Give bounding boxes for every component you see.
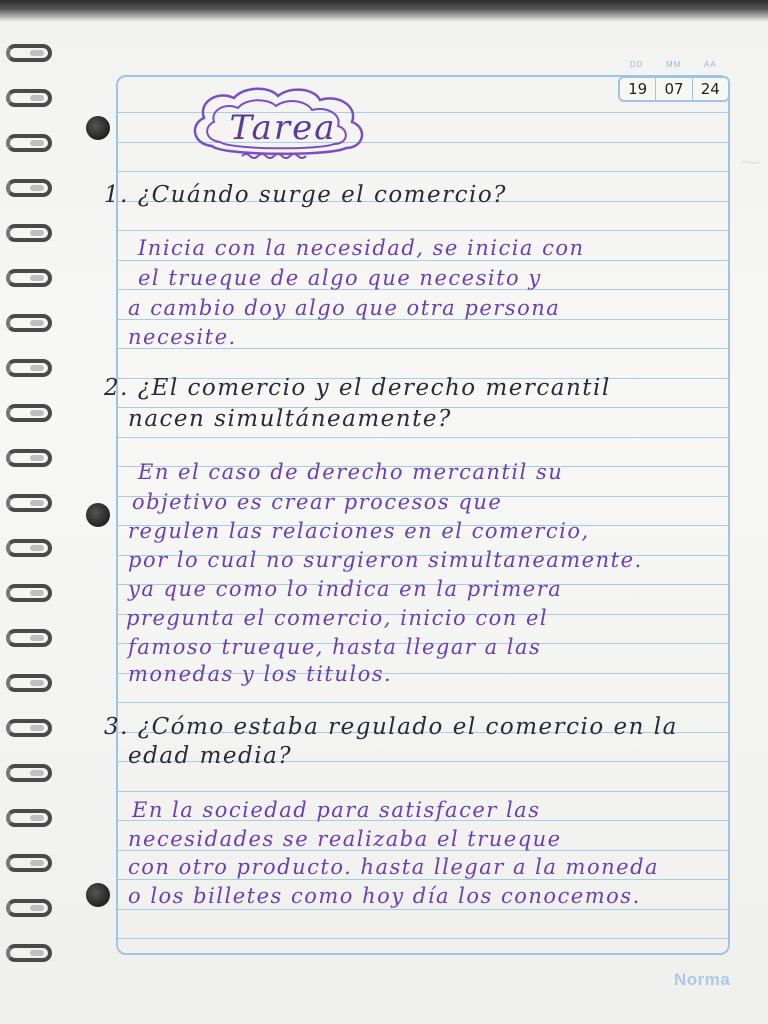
ruled-line [118,909,728,910]
spiral-ring [6,809,52,827]
answer-2-line-5: ya que como lo indica en la primera [128,577,563,601]
ruled-line [118,879,728,880]
answer-3-line-3: con otro producto. hasta llegar a la moneda [128,855,660,879]
date-box [618,76,730,102]
spiral-ring [6,584,52,602]
date-year: 24 [700,80,720,98]
page-title: Tarea [229,108,337,148]
spiral-ring [6,539,52,557]
date-header-year: AA [704,60,717,69]
title-cloud [182,84,374,166]
question-2-line-2: nacen simultáneamente? [128,406,452,432]
punch-hole [86,503,110,527]
question-1: 1. ¿Cuándo surge el comercio? [104,182,507,208]
date-header-day: DD [630,60,644,69]
spiral-ring [6,449,52,467]
ruled-line [118,437,728,438]
spiral-ring [6,944,52,962]
answer-3-line-1: En la sociedad para satisfacer las [132,798,541,822]
spiral-ring [6,899,52,917]
spiral-ring [6,854,52,872]
spiral-ring [6,179,52,197]
punch-hole [86,883,110,907]
show-through-texture: ⁓ [740,150,761,174]
spiral-ring [6,494,52,512]
spiral-ring [6,764,52,782]
answer-2-line-3: regulen las relaciones en el comercio, [128,519,590,543]
spiral-ring [6,674,52,692]
answer-3-line-2: necesidades se realizaba el trueque [128,827,562,851]
ruled-line [118,260,728,261]
spiral-ring [6,134,52,152]
date-header-month: MM [666,60,682,69]
answer-1-line-1: Inicia con la necesidad, se inicia con [138,236,585,260]
answer-1-line-3: a cambio doy algo que otra persona [128,296,561,320]
answer-2-line-1: En el caso de derecho mercantil su [138,460,564,484]
spiral-ring [6,314,52,332]
spiral-ring [6,359,52,377]
spiral-ring [6,89,52,107]
date-month: 07 [664,80,684,98]
spiral-ring [6,224,52,242]
spiral-ring [6,44,52,62]
answer-2-line-7: famoso trueque, hasta llegar a las [128,635,542,659]
answer-1-line-4: necesite. [128,325,237,349]
ruled-line [118,171,728,172]
brand-logo: Norma [674,970,731,989]
answer-2-line-6: pregunta el comercio, inicio con el [126,606,549,630]
spiral-ring [6,269,52,287]
date-day: 19 [628,80,648,98]
question-2-line-1: 2. ¿El comercio y el derecho mercantil [104,375,611,401]
question-3-line-1: 3. ¿Cómo estaba regulado el comercio en la [104,714,678,740]
spiral-ring [6,719,52,737]
answer-3-line-4: o los billetes como hoy día los conocemos. [128,884,641,908]
answer-2-line-4: por lo cual no surgieron simultaneamente. [128,548,643,572]
ruled-line [118,702,728,703]
top-edge-shadow [0,0,768,22]
answer-2-line-8: monedas y los titulos. [128,662,393,686]
ruled-line [118,791,728,792]
spiral-binding [0,30,60,990]
punch-hole [86,116,110,140]
answer-2-line-2: objetivo es crear procesos que [132,490,503,514]
ruled-line [118,938,728,939]
question-3-line-2: edad media? [128,743,293,769]
spiral-ring [6,404,52,422]
answer-1-line-2: el trueque de algo que necesito y [138,266,542,290]
spiral-ring [6,629,52,647]
ruled-line [118,230,728,231]
